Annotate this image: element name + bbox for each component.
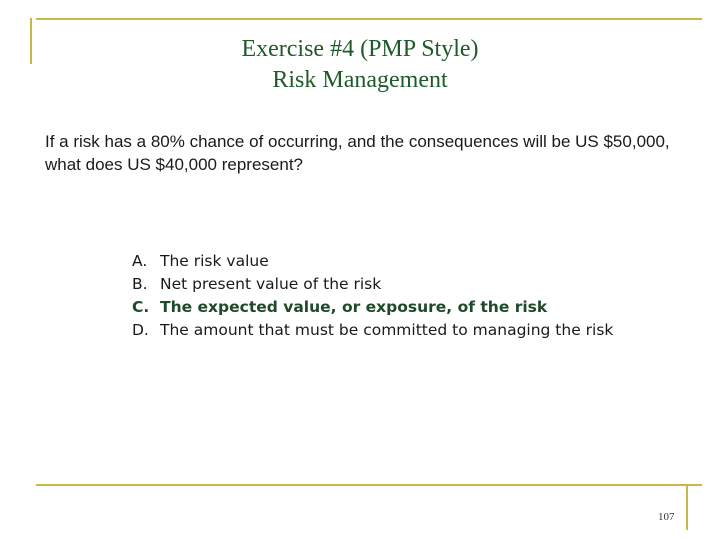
option-letter: C. [132, 298, 150, 316]
option-text: The amount that must be committed to managing the risk [160, 321, 614, 339]
option-b [132, 273, 652, 296]
right-rule [686, 484, 688, 530]
option-letter: D. [132, 321, 149, 339]
option-text: Net present value of the risk [160, 275, 382, 293]
slide-subtitle: Risk Management [272, 67, 448, 93]
option-d [132, 319, 652, 342]
bottom-rule [36, 484, 702, 486]
question-text: If a risk has a 80% chance of occurring, and the consequences will be US $50,000, what does US $40,000 represent? [45, 132, 670, 174]
option-letter: A. [132, 252, 148, 270]
answer-options [132, 250, 652, 342]
option-letter: B. [132, 275, 148, 293]
slide-title: Exercise #4 (PMP Style) [241, 36, 479, 62]
option-a [132, 250, 652, 273]
option-c-correct [132, 296, 652, 319]
option-text: The risk value [160, 252, 269, 270]
page-number: 107 [658, 511, 675, 523]
top-rule [36, 18, 702, 20]
option-text: The expected value, or exposure, of the risk [160, 298, 548, 316]
